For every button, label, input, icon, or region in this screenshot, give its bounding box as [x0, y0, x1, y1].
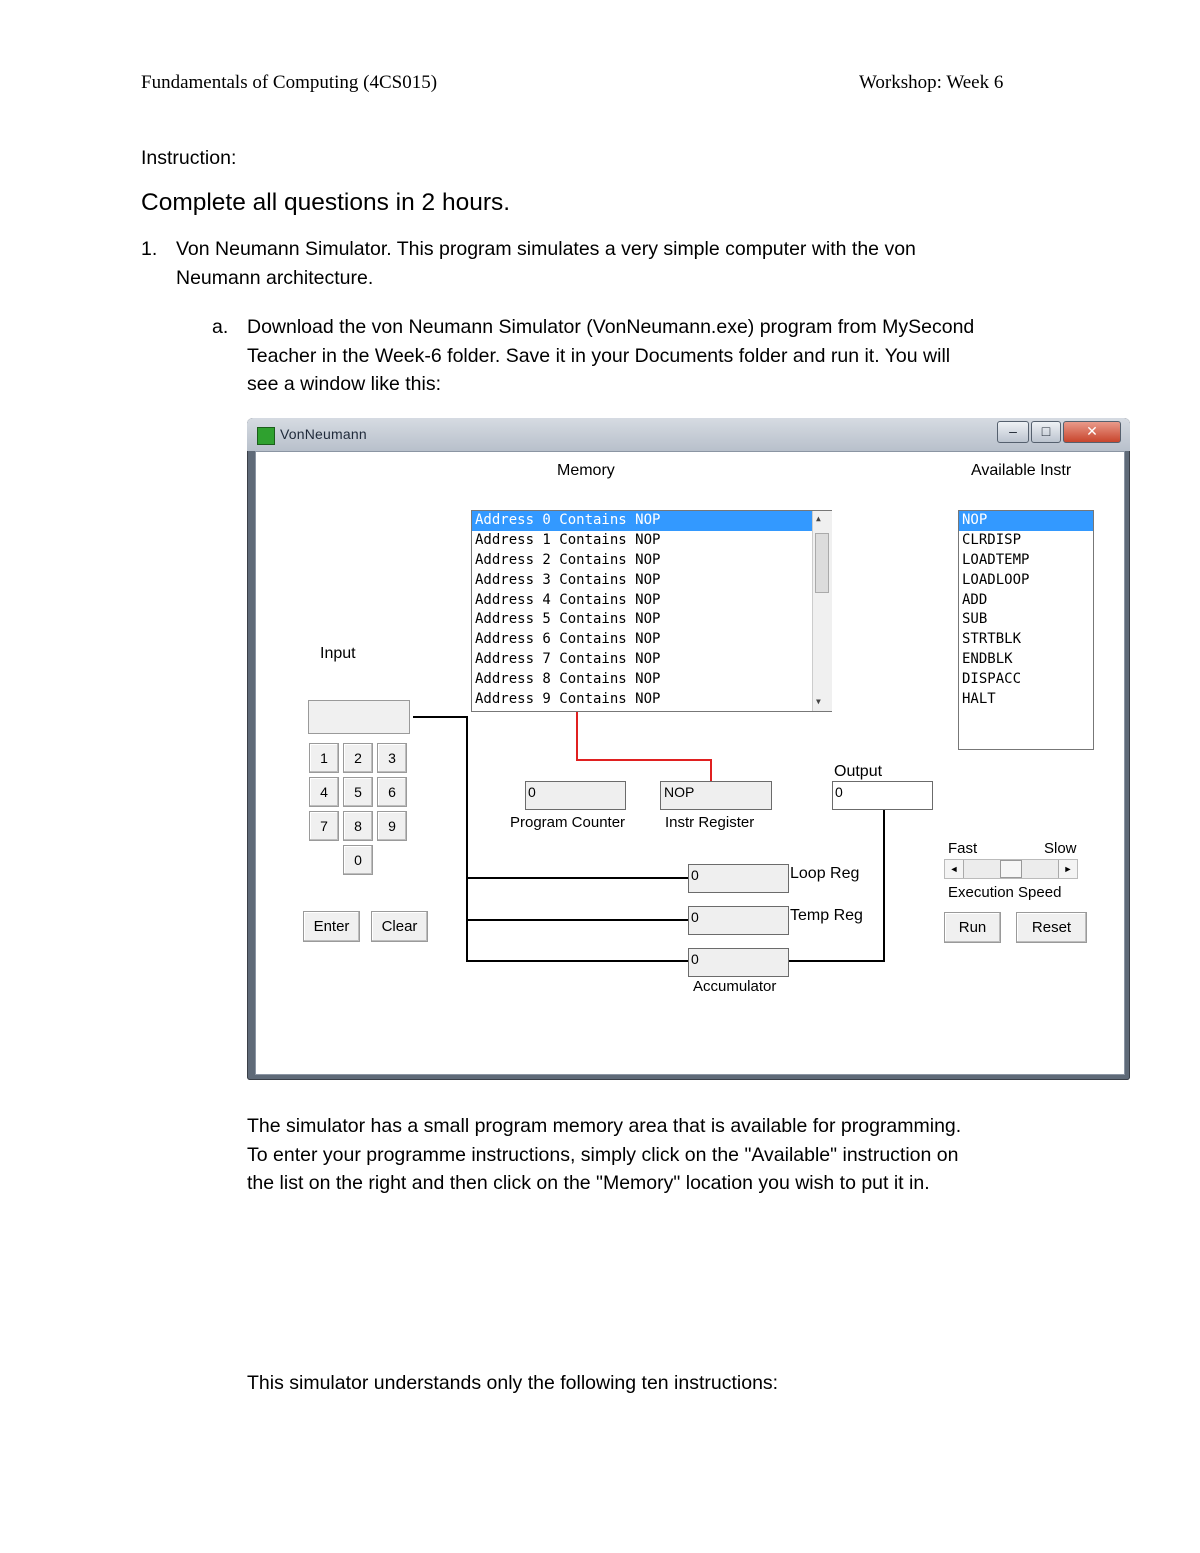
available-instr-item[interactable]: LOADTEMP	[962, 551, 1030, 568]
window-title: VonNeumann	[280, 426, 367, 442]
description-line: To enter your programme instructions, simply click on the "Available" instruction on	[247, 1143, 959, 1166]
memory-scroll-thumb[interactable]	[815, 533, 829, 593]
keypad-key-2[interactable]: 2	[343, 743, 373, 773]
wire-ir-drop	[710, 759, 712, 781]
memory-item[interactable]: Address 7 Contains NOP	[475, 651, 661, 668]
program-counter-field: 0	[525, 781, 626, 810]
keypad-key-1[interactable]: 1	[309, 743, 339, 773]
wire-temp-reg	[466, 919, 689, 921]
accumulator-label: Accumulator	[693, 978, 777, 995]
keypad-key-8[interactable]: 8	[343, 811, 373, 841]
keypad-key-9[interactable]: 9	[377, 811, 407, 841]
memory-item[interactable]: Address 1 Contains NOP	[475, 531, 661, 548]
description-line: the list on the right and then click on the "Memory" location you wish to put it in.	[247, 1172, 930, 1194]
memory-item[interactable]: Address 9 Contains NOP	[475, 691, 661, 708]
memory-label: Memory	[557, 462, 615, 479]
question-1-line: Neumann architecture.	[176, 266, 374, 289]
memory-item[interactable]: Address 4 Contains NOP	[475, 591, 661, 608]
wire-loop-reg	[466, 877, 689, 879]
available-instr-item[interactable]: SUB	[962, 611, 988, 628]
instruction-label: Instruction:	[141, 147, 237, 169]
scroll-left-arrow-icon[interactable]: ◄	[945, 860, 964, 878]
subquestion-letter: a.	[212, 316, 229, 338]
keypad-key-0[interactable]: 0	[343, 845, 373, 875]
simulator-window	[247, 418, 1130, 1080]
header-workshop-week: Workshop: Week 6	[859, 72, 1004, 93]
scroll-right-arrow-icon[interactable]: ►	[1058, 860, 1077, 878]
loop-reg-label: Loop Reg	[790, 865, 860, 882]
wire-memory-pc	[576, 709, 578, 761]
minimize-button[interactable]: –	[997, 421, 1029, 443]
question-1-text	[176, 235, 916, 292]
subquestion-line: Download the von Neumann Simulator (VonNeumann.exe) program from MySecond	[247, 316, 975, 338]
available-instr-item[interactable]: ENDBLK	[962, 651, 1013, 668]
question-number: 1.	[141, 238, 158, 260]
execution-speed-thumb[interactable]	[1000, 860, 1022, 878]
wire-accumulator	[466, 960, 689, 962]
simulator-description	[247, 1112, 961, 1198]
header-course-title: Fundamentals of Computing (4CS015)	[141, 72, 438, 93]
memory-list[interactable]	[471, 510, 832, 712]
available-instr-item[interactable]: LOADLOOP	[962, 571, 1030, 588]
window-titlebar[interactable]	[247, 418, 1130, 451]
run-button[interactable]: Run	[944, 912, 1001, 943]
execution-speed-scrollbar[interactable]	[944, 859, 1078, 879]
keypad-key-7[interactable]: 7	[309, 811, 339, 841]
subquestion-line: see a window like this:	[247, 373, 442, 395]
input-label: Input	[320, 645, 356, 662]
memory-item[interactable]: Address 8 Contains NOP	[475, 671, 661, 688]
question-1-line: Von Neumann Simulator. This program simulates a very simple computer with the von	[176, 238, 916, 260]
temp-reg-label: Temp Reg	[790, 907, 863, 924]
input-field[interactable]	[308, 700, 410, 734]
app-icon	[257, 427, 275, 445]
memory-item[interactable]: Address 5 Contains NOP	[475, 611, 661, 628]
available-instr-item[interactable]: CLRDISP	[962, 531, 1022, 548]
speed-fast-label: Fast	[948, 840, 978, 857]
clear-button[interactable]: Clear	[371, 911, 428, 942]
available-instr-item[interactable]: HALT	[962, 691, 996, 708]
memory-scrollbar[interactable]	[812, 511, 832, 711]
memory-item[interactable]: Address 6 Contains NOP	[475, 631, 661, 648]
wire-bus-vertical	[466, 716, 468, 962]
output-label: Output	[834, 763, 883, 780]
instr-register-field: NOP	[660, 781, 772, 810]
temp-reg-field: 0	[688, 906, 789, 935]
keypad-key-4[interactable]: 4	[309, 777, 339, 807]
subquestion-a-text	[247, 313, 974, 399]
available-instr-item[interactable]: STRTBLK	[962, 631, 1022, 648]
memory-item[interactable]: Address 3 Contains NOP	[475, 571, 661, 588]
loop-reg-field: 0	[688, 864, 789, 893]
available-instr-item[interactable]: DISPACC	[962, 671, 1022, 688]
close-button[interactable]: ✕	[1063, 421, 1121, 443]
wire-input	[413, 716, 468, 718]
execution-speed-label: Execution Speed	[948, 884, 1062, 901]
enter-button[interactable]: Enter	[303, 911, 360, 942]
available-instr-list[interactable]	[958, 510, 1094, 750]
wire-acc-output	[789, 960, 885, 962]
window-client-area	[255, 451, 1125, 1075]
page-heading: Complete all questions in 2 hours.	[141, 189, 511, 216]
wire-output-vertical	[883, 809, 885, 962]
available-instr-item[interactable]: NOP	[959, 511, 1093, 531]
keypad-key-5[interactable]: 5	[343, 777, 373, 807]
wire-memory-ir	[576, 759, 712, 761]
keypad-key-3[interactable]: 3	[377, 743, 407, 773]
description-line: The simulator has a small program memory area that is available for programming.	[247, 1115, 962, 1137]
scroll-down-arrow-icon[interactable]: ▼	[816, 697, 821, 706]
reset-button[interactable]: Reset	[1016, 912, 1087, 943]
subquestion-line: Teacher in the Week-6 folder. Save it in your Documents folder and run it. You will	[247, 344, 951, 367]
available-instr-item[interactable]: ADD	[962, 591, 988, 608]
scroll-up-arrow-icon[interactable]: ▲	[816, 514, 821, 523]
maximize-button[interactable]: □	[1031, 421, 1061, 443]
program-counter-label: Program Counter	[510, 814, 626, 831]
memory-item[interactable]: Address 0 Contains NOP	[472, 511, 812, 531]
memory-item[interactable]: Address 2 Contains NOP	[475, 551, 661, 568]
available-instr-label: Available Instr	[971, 462, 1072, 479]
instructions-intro: This simulator understands only the following ten instructions:	[247, 1372, 779, 1394]
output-field: 0	[832, 781, 933, 810]
keypad-key-6[interactable]: 6	[377, 777, 407, 807]
instr-register-label: Instr Register	[665, 814, 755, 831]
accumulator-field: 0	[688, 948, 789, 977]
speed-slow-label: Slow	[1044, 840, 1077, 857]
